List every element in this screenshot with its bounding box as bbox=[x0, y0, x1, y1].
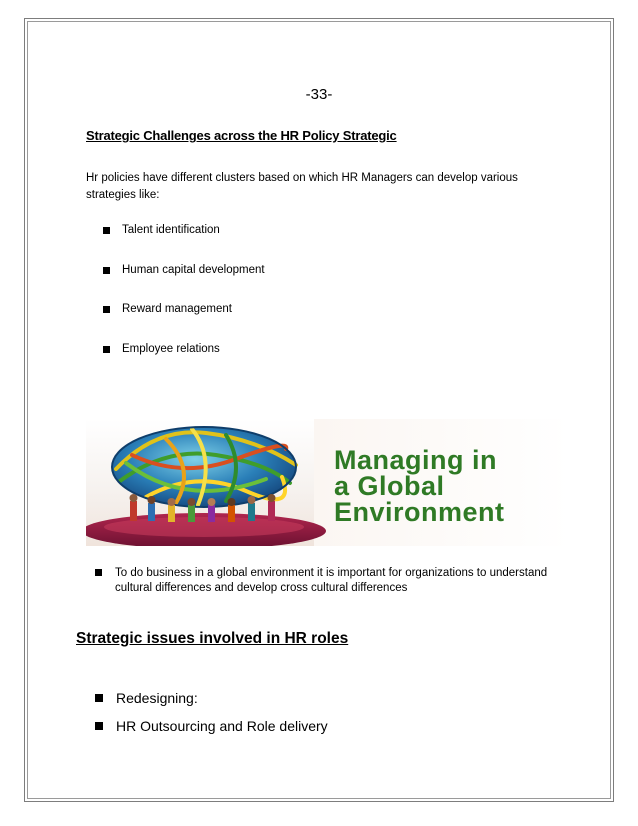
bullet-square-icon bbox=[95, 722, 103, 730]
strategy-list bbox=[103, 224, 265, 382]
bullet-square-icon bbox=[103, 227, 110, 234]
list-item bbox=[103, 343, 265, 383]
list-item-text: Redesigning: bbox=[116, 690, 198, 706]
list-item-text: Employee relations bbox=[122, 342, 220, 355]
banner-line-3: Environment bbox=[334, 497, 505, 527]
global-note-text: To do business in a global environment it is important for organizations to understand cultural differences and develop cross cultural differences bbox=[115, 567, 548, 594]
bullet-square-icon bbox=[103, 267, 110, 274]
list-item bbox=[95, 690, 328, 718]
list-item-text: Talent identification bbox=[122, 224, 220, 236]
global-environment-note bbox=[95, 566, 555, 596]
list-item-text: HR Outsourcing and Role delivery bbox=[116, 718, 328, 734]
banner-line-2: a Global bbox=[334, 471, 445, 501]
list-item-text: Human capital development bbox=[122, 263, 265, 276]
bullet-square-icon bbox=[95, 569, 102, 576]
bullet-square-icon bbox=[95, 694, 103, 702]
banner-line-1: Managing in bbox=[334, 445, 497, 475]
list-item bbox=[95, 718, 328, 746]
list-item bbox=[103, 224, 265, 264]
section-heading: Strategic Challenges across the HR Policy Strategic bbox=[86, 128, 397, 143]
list-item bbox=[103, 264, 265, 304]
bullet-square-icon bbox=[103, 346, 110, 353]
list-item bbox=[103, 303, 265, 343]
global-environment-banner bbox=[86, 419, 570, 546]
bullet-square-icon bbox=[103, 306, 110, 313]
list-item-text: Reward management bbox=[122, 303, 232, 315]
issues-heading: Strategic issues involved in HR roles bbox=[76, 630, 349, 647]
page-number: -33- bbox=[305, 86, 333, 103]
intro-paragraph: Hr policies have different clusters based on which HR Managers can develop various strategies like: bbox=[86, 172, 518, 201]
banner-title bbox=[334, 447, 505, 525]
issues-list bbox=[95, 690, 328, 746]
